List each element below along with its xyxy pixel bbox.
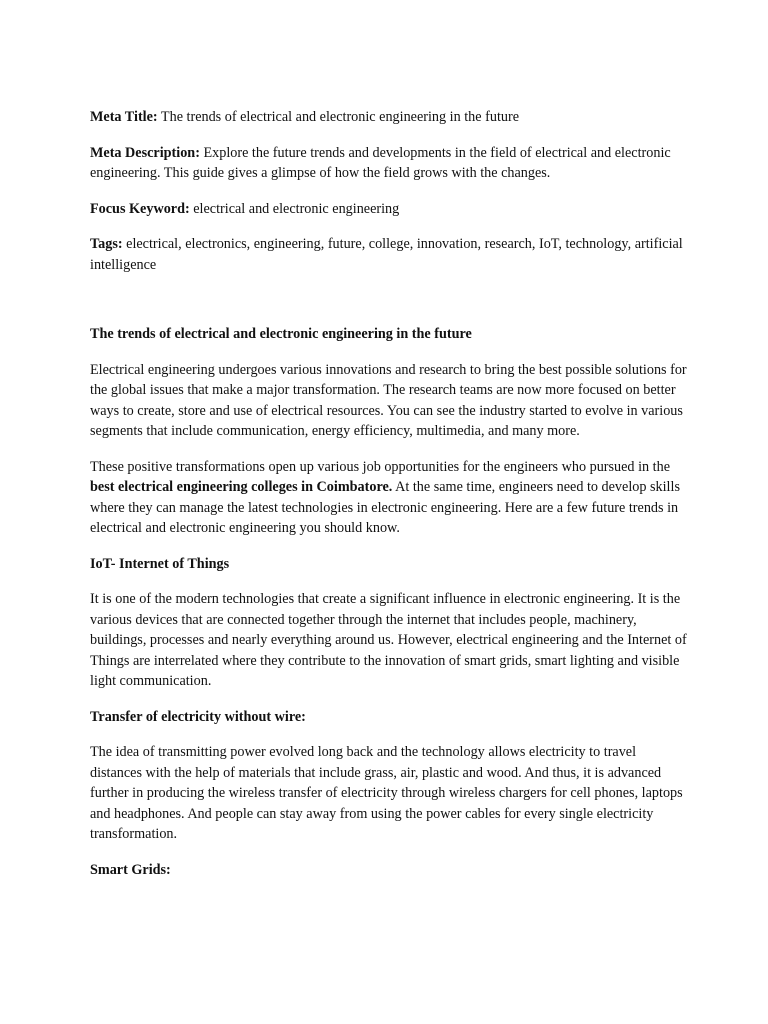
- meta-description-value: Explore the future trends and developments in the field of electrical and electronic engineering. This guide gives a glimpse of how the field grows with the changes.: [90, 144, 671, 181]
- section-heading-wireless: Transfer of electricity without wire:: [90, 708, 306, 725]
- focus-keyword-line: [90, 199, 690, 220]
- tags-value: electrical, electronics, engineering, future, college, innovation, research, IoT, technology, artificial intelligence: [90, 236, 683, 273]
- meta-description-label: Meta Description:: [90, 144, 200, 161]
- section-body-wireless: The idea of transmitting power evolved long back and the technology allows electricity to travel distances with the help of materials that include grass, air, plastic and wood. And thus, it is advanced further in producing the wireless transfer of electricity through wireless chargers for cell phones, laptops and headphones. And people can stay away from using the power cables for every single electricity transformation.: [90, 744, 683, 842]
- document-content: [90, 107, 690, 895]
- colleges-link-text: best electrical engineering colleges in Coimbatore.: [90, 479, 393, 495]
- opportunities-text-end: At the same time, engineers need to develop skills where they can manage the latest technologies in electronic engineering. Here are a few future trends in electrical and electronic engineering you should know.: [90, 479, 680, 536]
- opportunities-paragraph: [90, 457, 690, 539]
- section-heading-iot: IoT- Internet of Things: [90, 555, 230, 572]
- tags-label: Tags:: [90, 236, 123, 252]
- meta-title-value: The trends of electrical and electronic engineering in the future: [157, 109, 519, 125]
- focus-keyword-label: Focus Keyword:: [90, 200, 190, 217]
- section-heading-smart-grids: Smart Grids:: [90, 861, 171, 878]
- article-title: The trends of electrical and electronic engineering in the future: [90, 326, 472, 342]
- opportunities-text-start: These positive transformations open up various job opportunities for the engineers who pursued in the: [90, 458, 670, 475]
- focus-keyword-value: electrical and electronic engineering: [189, 200, 400, 217]
- tags-line: [90, 234, 690, 275]
- section-body-iot: It is one of the modern technologies that create a significant influence in electronic engineering. It is the various devices that are connected together through the internet that includes people, machinery, buildings, processes and nearly everything around us. However, electrical engineering and the Internet of Things are interrelated where they contribute to the innovation of smart grids, smart lighting and visible light communication.: [90, 591, 687, 689]
- meta-title-label: Meta Title:: [90, 109, 158, 125]
- section-spacer: [90, 290, 690, 324]
- meta-description-line: [90, 143, 690, 184]
- intro-paragraph: Electrical engineering undergoes various innovations and research to bring the best possible solutions for the global issues that make a major transformation. The research teams are now more focused on better ways to create, store and use of electrical resources. You can see the industry started to evolve in various segments that include communication, energy efficiency, multimedia, and many more.: [90, 361, 687, 439]
- meta-title-line: [90, 107, 690, 128]
